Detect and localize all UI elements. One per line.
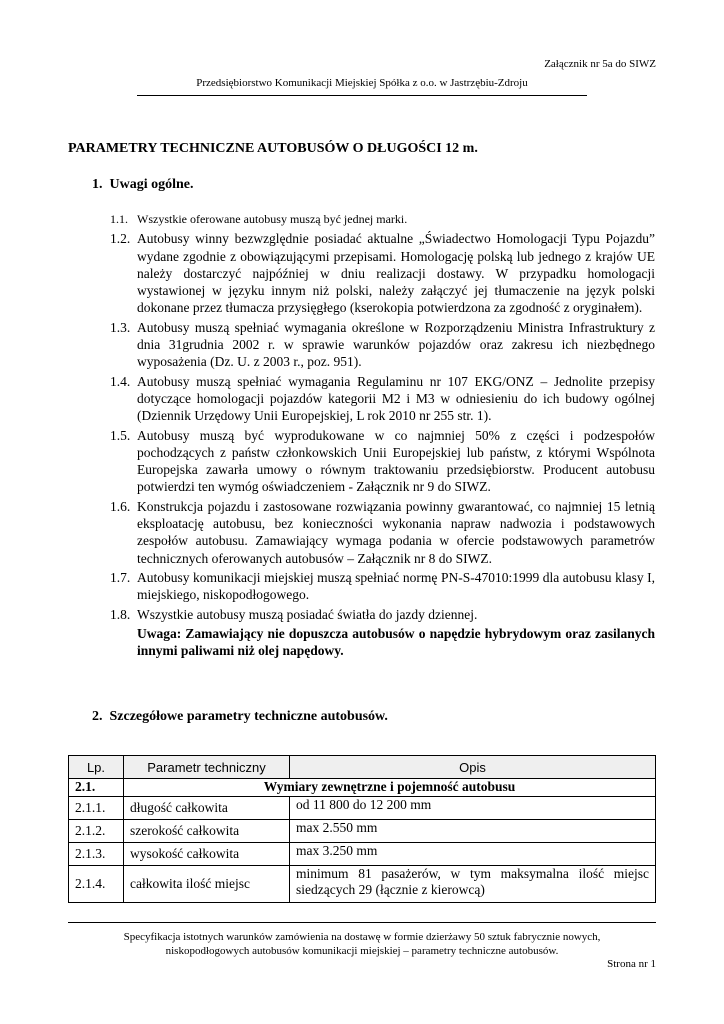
row-parameter: całkowita ilość miejsc (124, 866, 290, 903)
row-description: max 2.550 mm (290, 820, 656, 843)
item-number: 1.5. (110, 427, 131, 443)
section-lp: 2.1. (69, 779, 124, 797)
item-text: Autobusy muszą być wyprodukowane w co najmniej 50% z części i podzespołów pochodzących z państw członkowskich Unii Europejskiej lub państw, z którymi Wspólnota Europejska zawarła umowy o równym traktowaniu przedsiębiorstw. Producent autobusu potwierdzi ten wymóg oświadczeniem - Załącznik nr 9 do SIWZ. (137, 427, 655, 495)
footer-text (0, 930, 724, 958)
row-parameter: długość całkowita (124, 797, 290, 820)
row-parameter: wysokość całkowita (124, 843, 290, 866)
page-number: Strona nr 1 (607, 958, 656, 970)
item-number: 1.8. (110, 606, 131, 622)
item-text: Wszystkie oferowane autobusy muszą być jednej marki. (137, 212, 408, 226)
row-lp: 2.1.2. (69, 820, 124, 843)
row-lp: 2.1.1. (69, 797, 124, 820)
table-row (69, 843, 656, 866)
section-title: Wymiary zewnętrzne i pojemność autobusu (124, 779, 656, 797)
item-text: Autobusy winny bezwzględnie posiadać aktualne „Świadectwo Homologacji Typu Pojazdu” wydane zgodnie z obowiązującymi przepisami. Homologację polską lub jednego z krajów UE należy dostarczyć najpóźniej w dniu realizacji dostawy. W przypadku homologacji wystawionej w języku innym niż polski, należy załączyć jej tłumaczenie na język polski dokonane przez tłumacza przysięgłego (kserokopia potwierdzona za zgodność z oryginałem). (137, 231, 655, 316)
list-item (110, 373, 655, 425)
footer-line-2: niskopodłogowych autobusów komunikacji miejskiej – parametry techniczne autobusów. (165, 945, 559, 957)
list-item (110, 498, 655, 567)
footer-divider (68, 922, 656, 923)
item-number: 1.4. (110, 373, 131, 389)
header-divider (137, 95, 587, 96)
table-header-row (69, 756, 656, 779)
warning-note: Uwaga: Zamawiający nie dopuszcza autobusów o napędzie hybrydowym oraz zasilanych innymi paliwami niż olej napędowy. (137, 625, 655, 659)
column-header-description: Opis (290, 756, 656, 779)
list-item (110, 230, 655, 316)
list-item (110, 319, 655, 371)
item-number: 1.3. (110, 319, 131, 335)
item-number: 1.6. (110, 498, 131, 514)
list-item (110, 427, 655, 496)
row-parameter: szerokość całkowita (124, 820, 290, 843)
company-name: Przedsiębiorstwo Komunikacji Miejskiej Spółka z o.o. w Jastrzębiu-Zdroju (196, 77, 528, 89)
item-text: Autobusy muszą spełniać wymagania Regulaminu nr 107 EKG/ONZ – Jednolite przepisy dotyczące homologacji pojazdów kategorii M2 i M3 w odniesieniu do ich budowy ogólnej (Dziennik Urzędowy Unii Europejskiej, L rok 2010 nr 255 str. 1). (137, 373, 655, 424)
section-2-heading: 2. Szczegółowe parametry techniczne autobusów. (92, 709, 388, 724)
item-text: Wszystkie autobusy muszą posiadać światła do jazdy dziennej. (137, 606, 478, 622)
item-number: 1.1. (110, 212, 128, 226)
table-row (69, 820, 656, 843)
row-description: minimum 81 pasażerów, w tym maksymalna ilość miejsc siedzących 29 (łącznie z kierowcą) (290, 866, 656, 903)
row-description: od 11 800 do 12 200 mm (290, 797, 656, 820)
general-remarks-list (110, 211, 655, 659)
table-row (69, 797, 656, 820)
table-row (69, 866, 656, 903)
row-lp: 2.1.3. (69, 843, 124, 866)
column-header-lp: Lp. (69, 756, 124, 779)
item-number: 1.2. (110, 231, 131, 247)
row-lp: 2.1.4. (69, 866, 124, 903)
table-section-row (69, 779, 656, 797)
item-text: Autobusy muszą spełniać wymagania określone w Rozporządzeniu Ministra Infrastruktury z dnia 31grudnia 2002 r. w sprawie warunków pojazdów oraz zakresu ich niezbędnego wyposażenia (Dz. U. z 2003 r., poz. 951). (137, 319, 655, 370)
list-item (110, 569, 655, 604)
parameters-table (68, 755, 656, 903)
section-1-heading: 1. Uwagi ogólne. (92, 177, 194, 192)
item-number: 1.7. (110, 569, 131, 585)
list-item (110, 606, 655, 623)
item-text: Konstrukcja pojazdu i zastosowane rozwiązania powinny gwarantować, co najmniej 15 letnią eksploatację autobusu, bez konieczności wykonania napraw nadwozia i podstawowych zespołów autobusu. Zamawiający wymaga podania w ofercie podstawowych parametrów technicznych oferowanych autobusów – Załącznik nr 8 do SIWZ. (137, 498, 655, 566)
annex-label: Załącznik nr 5a do SIWZ (544, 58, 656, 70)
row-description: max 3.250 mm (290, 843, 656, 866)
footer-line-1: Specyfikacja istotnych warunków zamówienia na dostawę w formie dzierżawy 50 sztuk fabrycznie nowych, (123, 931, 601, 943)
list-item (110, 211, 655, 228)
column-header-parameter: Parametr techniczny (124, 756, 290, 779)
item-text: Autobusy komunikacji miejskiej muszą spełniać normę PN-S-47010:1999 dla autobusu klasy I, miejskiego, niskopodłogowego. (137, 569, 655, 603)
document-title: PARAMETRY TECHNICZNE AUTOBUSÓW O DŁUGOŚCI 12 m. (68, 141, 478, 156)
